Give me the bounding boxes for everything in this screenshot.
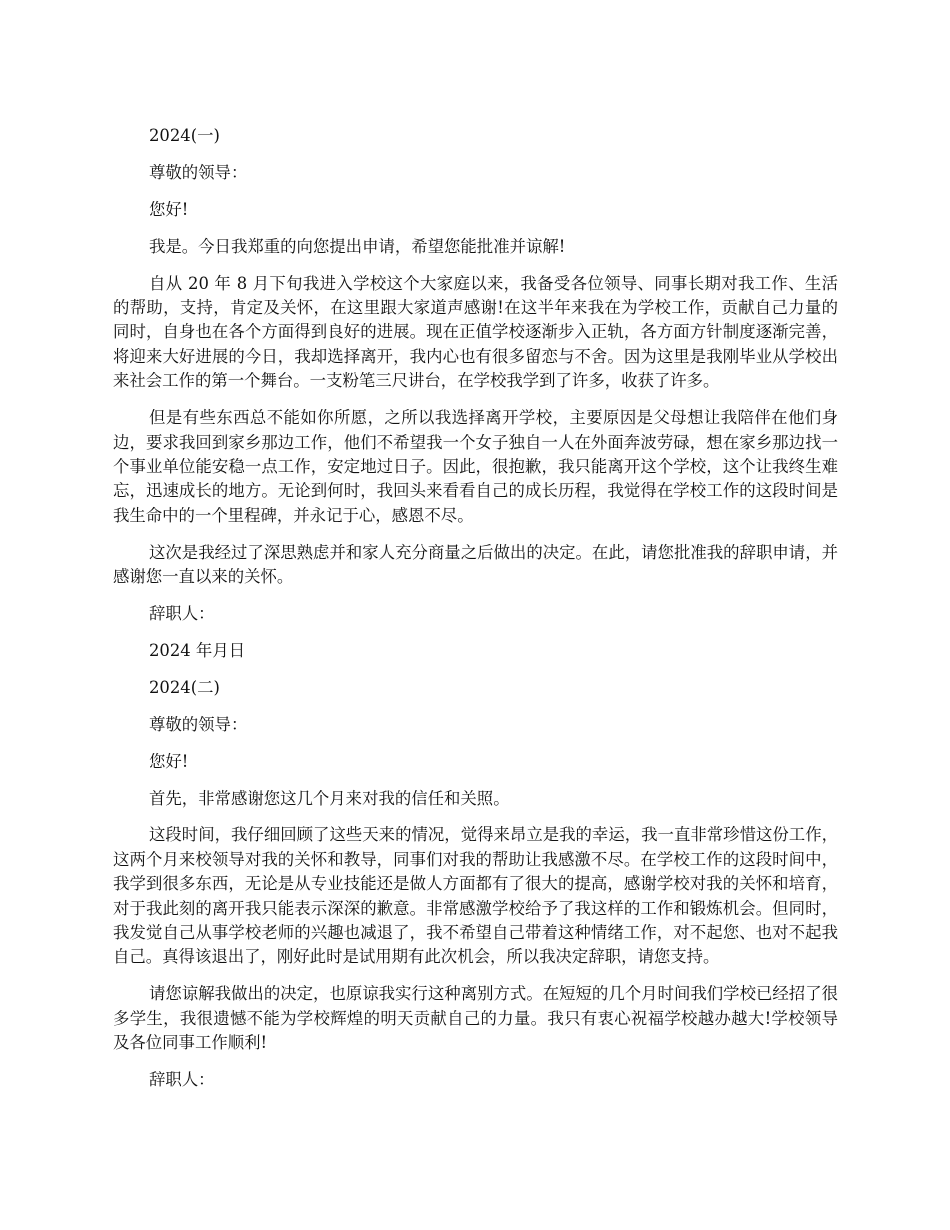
section-title-1: 2024(一)	[149, 126, 220, 145]
salutation-2: 尊敬的领导：	[149, 714, 248, 734]
greeting-2: 您好!	[149, 751, 189, 771]
body-paragraph-1b: 但是有些东西总不能如你所愿，之所以我选择离开学校，主要原因是父母想让我陪伴在他们身边，要求我回到家乡那边工作，他们不希望我一个女子独自一人在外面奔波劳碌，想在家乡那边找一个事业单位能安稳一点工作，安定地过日子。因此，很抱歉，我只能离开这个学校，这个让我终生难忘，迅速成长的地方。无论到何时，我回头来看看自己的成长历程，我觉得在学校工作的这段时间是我生命中的一个里程碑，并永记于心，感恩不尽。	[113, 408, 838, 525]
section-title-2: 2024(二)	[149, 677, 220, 697]
body-paragraph-2a: 这段时间，我仔细回顾了这些天来的情况，觉得来昂立是我的幸运，我一直非常珍惜这份工作，这两个月来校领导对我的关怀和教导，同事们对我的帮助让我感激不尽。在学校工作的这段时间中，我学到很多东西，无论是从专业技能还是做人方面都有了很大的提高，感谢学校对我的关怀和培育，对于我此刻的离开我只能表示深深的歉意。非常感激学校给予了我这样的工作和锻炼机会。但同时，我发觉自己从事学校老师的兴趣也减退了，我不希望自己带着这种情绪工作，对不起您、也对不起我自己。真得该退出了，刚好此时是试用期有此次机会，所以我决定辞职，请您支持。	[113, 825, 838, 967]
salutation-1: 尊敬的领导：	[149, 162, 248, 182]
signature-label-2: 辞职人：	[149, 1070, 215, 1090]
signature-label-1: 辞职人：	[149, 604, 215, 623]
body-paragraph-1a: 自从 20 年 8 月下旬我进入学校这个大家庭以来，我备受各位领导、同事长期对我工作、生活的帮助，支持，肯定及关怀，在这里跟大家道声感谢!在这半年来我在为学校工作，贡献自己力量的同时，自身也在各个方面得到良好的进展。现在正值学校逐渐步入正轨，各方面方针制度逐渐完善，将迎来大好进展的今日，我却选择离开，我内心也有很多留恋与不舍。因为这里是我刚毕业从学校出来社会工作的第一个舞台。一支粉笔三尺讲台，在学校我学到了许多，收获了许多。	[113, 273, 838, 391]
body-paragraph-1c: 这次是我经过了深思熟虑并和家人充分商量之后做出的决定。在此，请您批准我的辞职申请，并感谢您一直以来的关怀。	[113, 542, 838, 587]
intro-paragraph-2: 首先，非常感谢您这几个月来对我的信任和关照。	[149, 788, 510, 808]
date-line-1: 2024 年月日	[149, 640, 246, 660]
body-paragraph-2b: 请您谅解我做出的决定，也原谅我实行这种离别方式。在短短的几个月时间我们学校已经招了很多学生，我很遗憾不能为学校辉煌的明天贡献自己的力量。我只有衷心祝福学校越办越大!学校领导及各位同事工作顺利!	[113, 984, 838, 1053]
intro-paragraph-1: 我是。今日我郑重的向您提出申请，希望您能批准并谅解!	[149, 236, 566, 256]
greeting-1: 您好!	[149, 199, 189, 219]
